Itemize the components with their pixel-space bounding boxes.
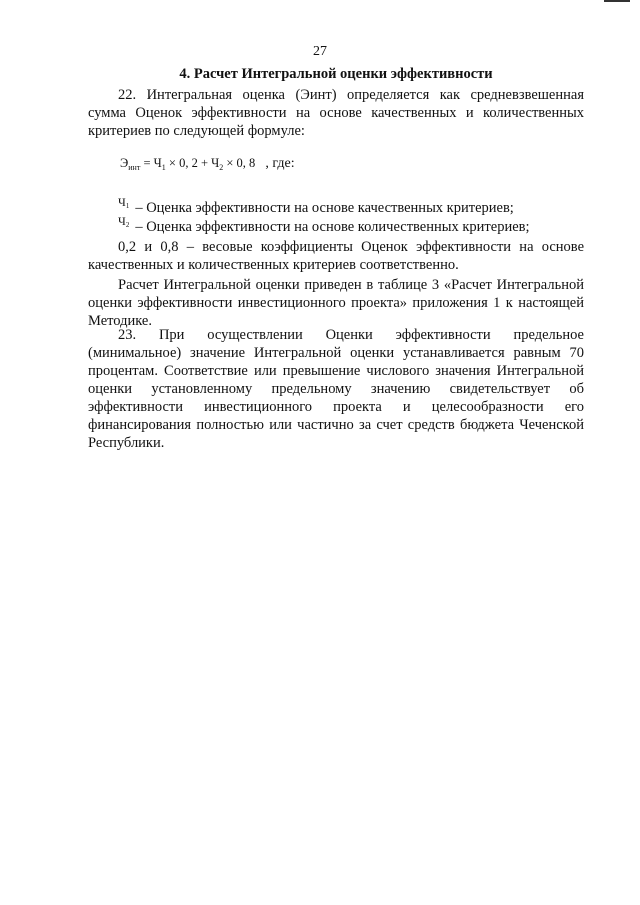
- scan-corner-mark: [604, 0, 630, 2]
- definition-ch1-symbol: Ч1: [118, 195, 130, 210]
- definition-ch2-symbol: Ч2: [118, 214, 130, 229]
- formula-mid: × 0, 2 + Ч: [165, 156, 220, 170]
- definition-ch1-text: – Оценка эффективности на основе качественных критериев;: [135, 200, 514, 216]
- formula: [120, 156, 295, 172]
- formula-sub-1: 1: [161, 163, 166, 172]
- formula-lhs-subscript: инт: [128, 163, 141, 172]
- definition-ch1: [118, 195, 514, 217]
- definition-ch2: [118, 214, 530, 236]
- formula-lhs: Э: [120, 156, 129, 170]
- paragraph-weights: 0,2 и 0,8 – весовые коэффициенты Оценок эффективности на основе качественных и количественных критериев соответственно.: [88, 239, 584, 273]
- paragraph-22: 22. Интегральная оценка (Эинт) определяется как средневзвешенная сумма Оценок эффективности на основе качественных и количественных критериев по следующей формуле:: [88, 87, 584, 139]
- formula-sub-2: 2: [219, 163, 224, 172]
- page-number: 27: [313, 44, 327, 59]
- section-heading: 4. Расчет Интегральной оценки эффективности: [179, 66, 493, 82]
- formula-where: , где:: [265, 156, 295, 171]
- definition-ch2-text: – Оценка эффективности на основе количественных критериев;: [135, 219, 530, 235]
- formula-tail: × 0, 8: [223, 156, 256, 170]
- formula-eq: = Ч: [140, 156, 162, 170]
- paragraph-table-ref: Расчет Интегральной оценки приведен в таблице 3 «Расчет Интегральной оценки эффективности инвестиционного проекта» приложения 1 к настоящей Методике.: [88, 277, 584, 329]
- paragraph-23: 23. При осуществлении Оценки эффективности предельное (минимальное) значение Интегральной оценки устанавливается равным 70 процентам. Соответствие или превышение числового значения Интегральной оценки установленному предельному значению свидетельствует об эффективности инвестиционного проекта и целесообразности его финансирования полностью или частично за счет средств бюджета Чеченской Республики.: [88, 327, 584, 451]
